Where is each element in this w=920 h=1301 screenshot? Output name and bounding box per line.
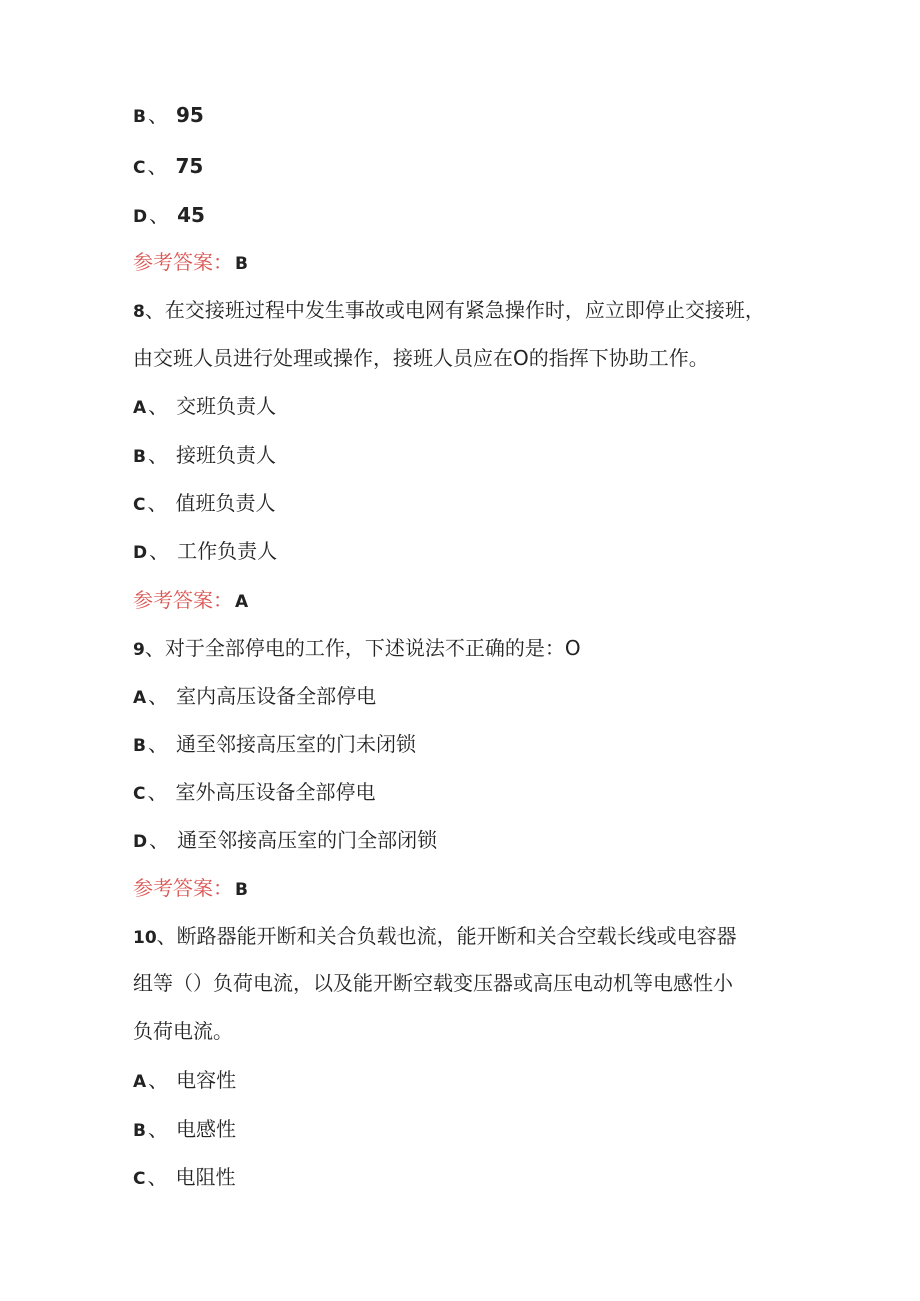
option-separator: 、 xyxy=(148,394,169,418)
option-text: 通至邻接高压室的门未闭锁 xyxy=(175,732,416,756)
option-letter: A xyxy=(133,688,147,708)
option-text: 值班负责人 xyxy=(175,491,276,515)
option-text: 75 xyxy=(175,154,204,178)
option-text: 95 xyxy=(175,103,204,127)
option-letter: D xyxy=(133,543,148,563)
option-letter: B xyxy=(133,107,146,127)
option-separator: 、 xyxy=(147,780,168,804)
question-10-line-3 xyxy=(133,1017,233,1045)
option-a xyxy=(133,1066,236,1096)
question-10-line-1 xyxy=(133,922,737,952)
question-number: 8 xyxy=(133,302,145,322)
answer-value: A xyxy=(235,592,249,612)
option-separator: 、 xyxy=(147,1117,168,1141)
option-letter: D xyxy=(133,832,148,852)
option-letter: C xyxy=(133,158,146,178)
option-text: 电阻性 xyxy=(175,1165,236,1189)
option-letter: C xyxy=(133,784,146,804)
option-separator: 、 xyxy=(148,1068,169,1092)
option-b xyxy=(133,441,276,471)
option-letter: A xyxy=(133,1072,147,1092)
question-8-line-2 xyxy=(133,344,709,372)
option-c xyxy=(133,778,375,808)
option-b xyxy=(133,101,204,131)
option-text: 室外高压设备全部停电 xyxy=(175,780,376,804)
option-separator: 、 xyxy=(149,203,170,227)
option-text: 45 xyxy=(177,203,205,227)
option-text: 室内高压设备全部停电 xyxy=(176,684,377,708)
option-separator: 、 xyxy=(149,539,170,563)
question-separator: 、 xyxy=(144,636,165,660)
option-separator: 、 xyxy=(147,491,168,515)
question-text: 对于全部停电的工作，下述说法不正确的是：O xyxy=(164,636,581,660)
option-c xyxy=(133,489,275,519)
answer-line xyxy=(133,586,248,616)
option-text: 电容性 xyxy=(176,1068,237,1092)
option-c xyxy=(133,1163,235,1193)
option-letter: A xyxy=(133,398,147,418)
option-d xyxy=(133,537,277,567)
question-text: 断路器能开断和关合负载也流，能开断和关合空载长线或电容器 xyxy=(176,924,737,948)
option-d xyxy=(133,826,437,856)
question-number: 10 xyxy=(133,928,157,948)
question-number: 9 xyxy=(133,640,145,660)
option-b xyxy=(133,1115,236,1145)
answer-value: B xyxy=(235,254,248,274)
option-letter: B xyxy=(133,736,146,756)
answer-label: 参考答案： xyxy=(133,876,233,900)
option-text: 工作负责人 xyxy=(177,539,278,563)
option-separator: 、 xyxy=(147,1165,168,1189)
option-a xyxy=(133,392,276,422)
answer-label: 参考答案： xyxy=(133,250,233,274)
option-text: 电感性 xyxy=(175,1117,236,1141)
option-text: 交班负责人 xyxy=(176,394,277,418)
question-9-line-1 xyxy=(133,634,581,664)
option-letter: B xyxy=(133,1121,146,1141)
question-10-line-2 xyxy=(133,969,733,997)
question-separator: 、 xyxy=(144,298,165,322)
option-separator: 、 xyxy=(149,828,170,852)
option-separator: 、 xyxy=(147,443,168,467)
question-text: 由交班人员进行处理或操作，接班人员应在O的指挥下协助工作。 xyxy=(133,346,709,370)
question-8-line-1 xyxy=(133,296,765,326)
option-d xyxy=(133,201,205,231)
answer-value: B xyxy=(235,880,248,900)
option-letter: C xyxy=(133,1169,146,1189)
answer-line xyxy=(133,874,248,904)
option-separator: 、 xyxy=(148,684,169,708)
option-letter: D xyxy=(133,207,148,227)
option-text: 接班负责人 xyxy=(175,443,276,467)
option-a xyxy=(133,682,376,712)
option-b xyxy=(133,730,416,760)
option-text: 通至邻接高压室的门全部闭锁 xyxy=(177,828,438,852)
question-text: 组等（）负荷电流，以及能开断空载变压器或高压电动机等电感性小 xyxy=(133,971,733,995)
answer-label: 参考答案： xyxy=(133,588,233,612)
option-letter: C xyxy=(133,495,146,515)
option-separator: 、 xyxy=(147,732,168,756)
question-text: 在交接班过程中发生事故或电网有紧急操作时，应立即停止交接班， xyxy=(164,298,765,322)
answer-line xyxy=(133,248,248,278)
option-separator: 、 xyxy=(147,154,168,178)
option-separator: 、 xyxy=(147,103,168,127)
option-letter: B xyxy=(133,447,146,467)
question-text: 负荷电流。 xyxy=(133,1019,233,1043)
question-separator: 、 xyxy=(156,924,177,948)
option-c xyxy=(133,152,203,182)
